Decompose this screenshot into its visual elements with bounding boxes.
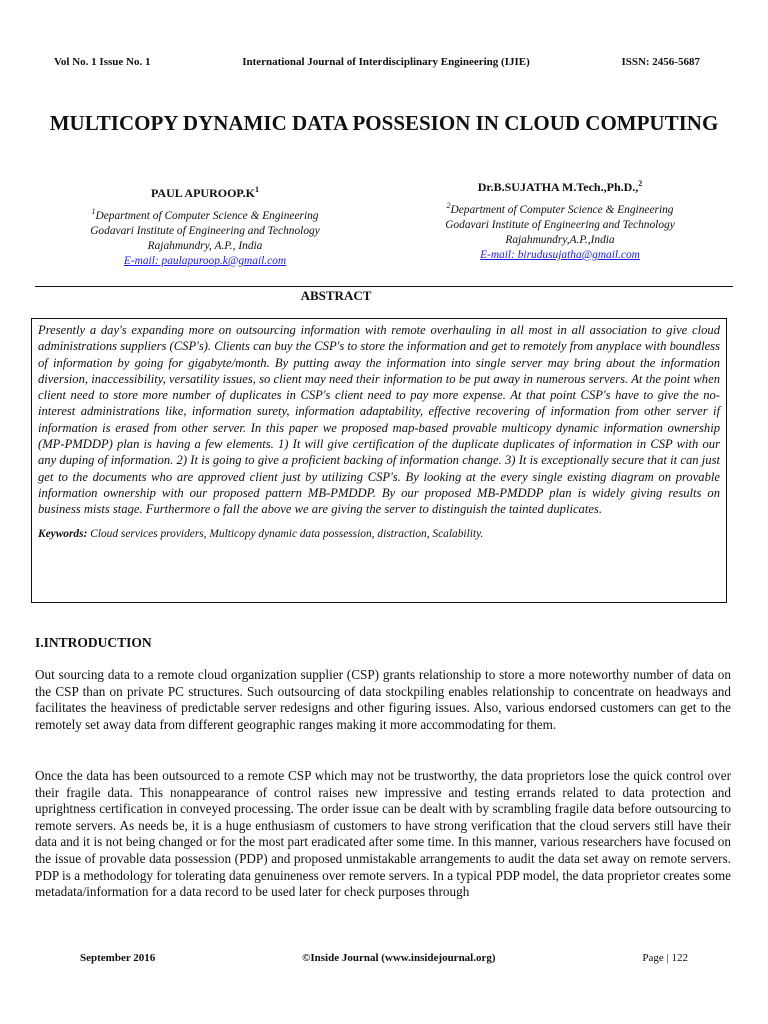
author-department: Department of Computer Science & Engineering xyxy=(95,209,319,222)
paragraph: Once the data has been outsourced to a remote CSP which may not be trustworthy, the data proprietors lose the quick control over their fragile data. This nonappearance of control raises new impressive and testing errands related to data protection and uprightness certification in conveyed processing. The order issue can be dealt with by scrambling fragile data before outsourcing to remote servers. As needs be, it is a huge enthusiasm of customers to have strong verification that the cloud servers still have their data and it is not being changed or for the most part eradicated after some time. In this manner, various researchers have focused on the issue of provable data possession (PDP) and proposed unmistakable arrangements to audit the data set away on remote servers. PDP is a methodology for tolerating data genuineness over remote servers. In a typical PDP model, the data proprietor creates some metadata/information for a data record to be used later for check purposes through xyxy=(35,768,731,900)
author-institute: Godavari Institute of Engineering and Technology xyxy=(445,218,675,231)
keywords-label: Keywords: xyxy=(38,527,88,540)
author-name: PAUL APUROOP.K xyxy=(150,186,255,200)
author-department: Department of Computer Science & Engineering xyxy=(450,203,674,216)
author-name: Dr.B.SUJATHA M.Tech.,Ph.D., xyxy=(477,180,639,194)
author-block-2 xyxy=(410,176,710,263)
abstract-heading: ABSTRACT xyxy=(300,288,372,303)
section-heading: I.INTRODUCTION xyxy=(35,635,152,650)
journal-header xyxy=(54,56,700,68)
keywords-list: Cloud services providers, Multicopy dynamic data possession, distraction, Scalability. xyxy=(90,527,484,540)
author-location: Rajahmundry,A.P.,India xyxy=(505,233,615,246)
paragraph: Out sourcing data to a remote cloud organization supplier (CSP) grants relationship to store a more noteworthy number of data on the CSP than on private PC structures. Such outsourcing of data stockpiling enables relationship to concentrate on headways and facilitates the heaviness of predictable server redesigns and other figuring issues. Also, various endorsed customers can get to the remotely set away data from different geographic ranges making it more accommodating for them. xyxy=(35,667,731,732)
keywords xyxy=(38,528,720,540)
issn: ISSN: 2456-5687 xyxy=(621,56,700,68)
journal-name: International Journal of Interdisciplinary Engineering (IJIE) xyxy=(242,56,530,68)
page-footer xyxy=(80,952,688,964)
affiliation-sup: 2 xyxy=(446,201,451,210)
affiliation-sup: 1 xyxy=(91,207,96,216)
footer-date: September 2016 xyxy=(80,952,156,964)
author-location: Rajahmundry, A.P., India xyxy=(147,239,263,252)
volume-info: Vol No. 1 Issue No. 1 xyxy=(54,56,151,68)
abstract-box xyxy=(31,318,727,603)
footer-publisher: ©Inside Journal (www.insidejournal.org) xyxy=(302,952,496,964)
author-institute: Godavari Institute of Engineering and Technology xyxy=(90,224,320,237)
paper-title: MULTICOPY DYNAMIC DATA POSSESION IN CLOUD COMPUTING xyxy=(49,111,719,135)
author-sup: 1 xyxy=(255,185,259,194)
author-sup: 2 xyxy=(638,179,643,188)
page-number: Page | 122 xyxy=(642,952,688,964)
author-email-link[interactable]: E-mail: birudusujatha@gmail.com xyxy=(480,248,640,261)
abstract-text: Presently a day's expanding more on outsourcing information with remote overhauling in all most in all association to give cloud administrations suppliers (CSP's). Clients can buy the CSP's to store the information and get to remotely from anyplace with boundless of information by going for gigabyte/month. By putting away the information into single server may bring about the information diversion, inaccessibility, versatility issues, so client may need their information to be put away in numerous servers. At the point when client need to store more number of duplicates in CSP's client need to pay more expense. At that point CSP's have to give the no-interest administrations like, information surety, information adaptability, effective recovering of information from other server if information is erased from other server. In this paper we proposed map-based provable multicopy dynamic information ownership (MP-PMDDP) plan is having a few elements. 1) It will give certification of the duplicate duplicates of information in CSP with our any duping of information. 2) It is going to give a proficient backing of information change. 3) It is exceptionally secure that it can just get to the documents who are approved client just by utilizing CSP's. By looking at the every single existing diagram on provable information ownership with our proposed pattern MB-PMDDP. By our proposed MB-PMDDP plan is widely giving results on business mists stage. Furthermore o fall the above we are giving the server to distinguish the tainted duplicates. xyxy=(38,323,720,517)
author-email-link[interactable]: E-mail: paulapuroop.k@gmail.com xyxy=(123,254,287,267)
horizontal-divider xyxy=(35,286,733,287)
author-block-1 xyxy=(60,182,350,269)
